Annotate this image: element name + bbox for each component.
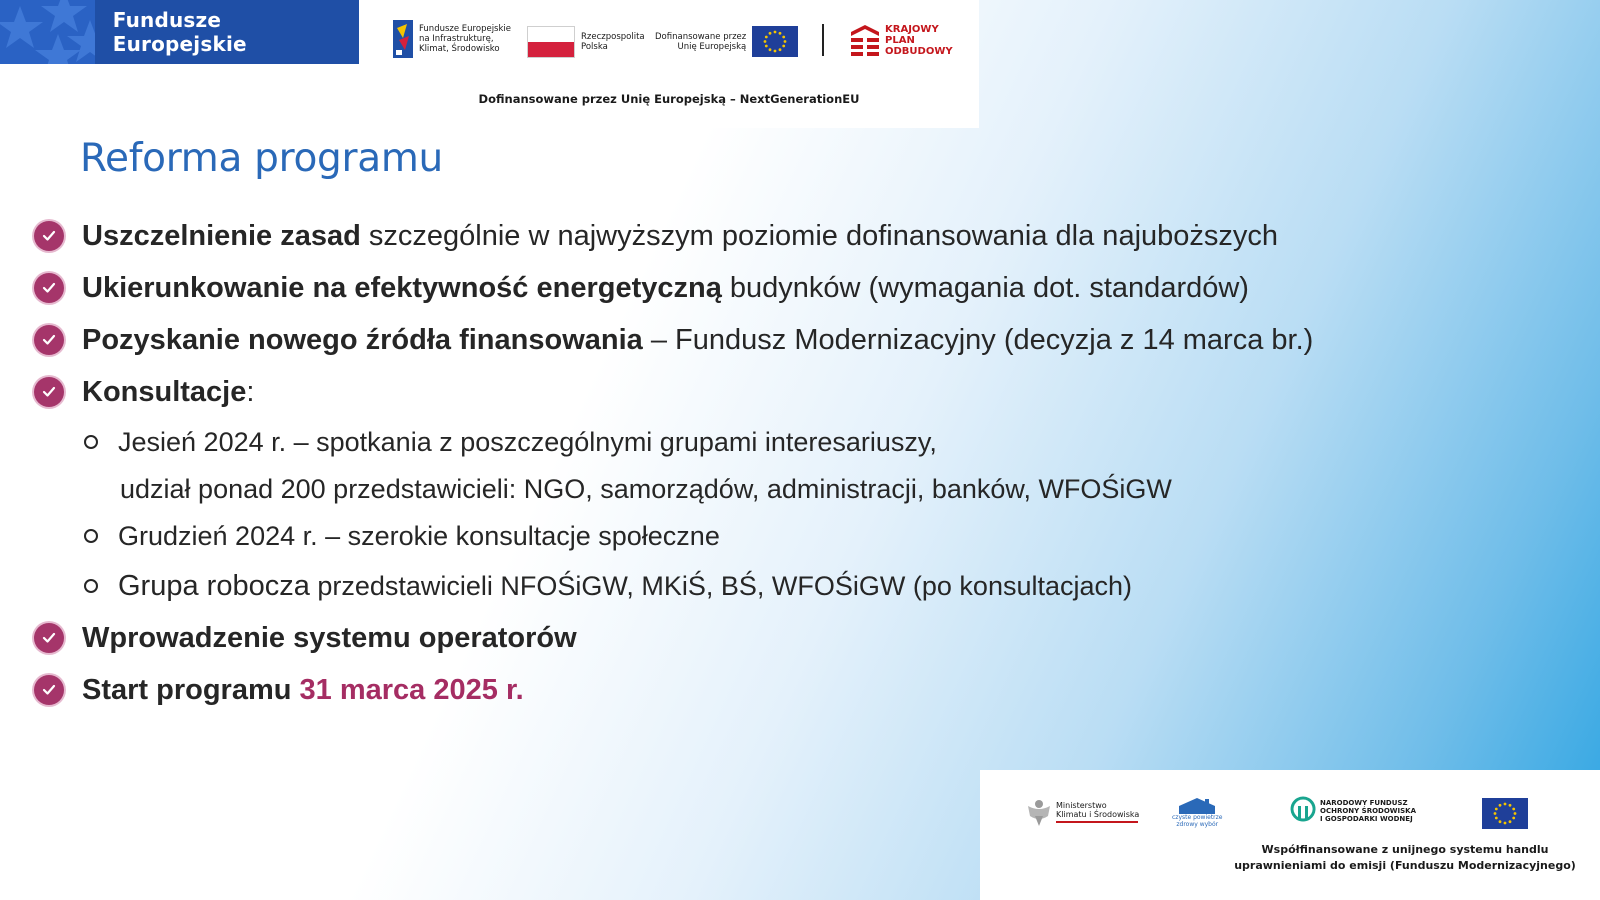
sub-bullet-item [84,516,720,556]
kpo-logo-text: KRAJOWY PLAN ODBUDOWY [885,24,953,57]
house-icon [1175,798,1219,814]
mkis-red-line [1056,821,1138,823]
mkis-logo [1026,798,1139,826]
bullet-text: – Fundusz Modernizacyjny (decyzja z 14 marca br.) [642,323,1314,356]
kpo-emblem-icon [851,25,879,57]
poland-logo-text: Rzeczpospolita Polska [581,32,645,52]
bullet-item [34,268,1249,308]
eu-flag-icon [752,26,798,57]
sub-bullet-text: Jesień 2024 r. – spotkania z poszczególnymi grupami interesariuszy, [118,426,937,457]
sub-bullet-text: Grudzień 2024 r. – szerokie konsultacje społeczne [118,520,720,551]
sub-bullet-item [84,422,937,462]
start-date-text: 31 marca 2025 r. [291,673,524,706]
ring-icon [84,435,98,449]
bullet-item [34,670,524,710]
bullet-bold-text: Konsultacje [82,375,247,408]
ring-icon [84,579,98,593]
bullet-item [34,320,1313,360]
feniks-logo [393,20,511,58]
eagle-emblem-icon [1026,798,1052,826]
sub-bullet-continuation: udział ponad 200 przedstawicieli: NGO, samorządów, administracji, banków, WFOŚiGW [120,473,1172,504]
fundusze-europejskie-badge [0,0,359,64]
ring-icon [84,529,98,543]
footer-logo-box [980,770,1600,900]
eu-cofunded-logo [655,26,798,57]
bullet-text: szczególnie w najwyższym poziomie dofinansowania dla najuboższych [360,219,1279,252]
nfosigw-emblem-icon [1290,796,1316,826]
check-circle-icon [34,377,64,407]
feniks-emblem-icon [393,20,413,58]
bullet-text: budynków (wymagania dot. standardów) [721,271,1249,304]
bullet-item [34,216,1278,256]
bullet-item [34,618,577,658]
nfosigw-logo [1290,796,1416,826]
eu-footer-logo [1482,798,1528,829]
funding-logo-strip [359,0,979,128]
eu-stars-icon [0,0,95,64]
check-circle-icon [34,221,64,251]
feniks-logo-text: Fundusze Europejskie na Infrastrukturę, Klimat, Środowisko [419,24,511,54]
bullet-bold-text: Ukierunkowanie na efektywność energetyczną [82,271,722,304]
eu-flag-icon [1482,798,1528,829]
eu-logo-text: Dofinansowane przez Unię Europejską [655,31,747,52]
sub-bullet-text: przedstawicieli NFOŚiGW, MKiŚ, BŚ, WFOŚiGW (po konsultacjach) [309,570,1133,601]
bullet-bold-text: Wprowadzenie systemu operatorów [82,621,577,654]
fe-badge-label: Fundusze Europejskie [112,8,247,56]
nfosigw-logo-text: NARODOWY FUNDUSZ OCHRONY ŚRODOWISKA I GOSPODARKI WODNEJ [1320,799,1417,823]
check-circle-icon [34,623,64,653]
rzeczpospolita-polska-logo [527,26,645,58]
bullet-bold-text: Pozyskanie nowego źródła finansowania [82,323,643,356]
bullet-text: : [246,375,255,408]
czyste-powietrze-text: czyste powietrze zdrowy wybór [1172,814,1223,828]
check-circle-icon [34,675,64,705]
logo-separator [822,24,824,56]
sub-bullet-item [84,566,1132,606]
kpo-logo [851,24,953,57]
poland-flag-icon [527,26,575,58]
check-circle-icon [34,325,64,355]
czyste-powietrze-logo [1172,798,1222,828]
check-circle-icon [34,273,64,303]
footer-caption: Współfinansowane z unijnego systemu handlu uprawnieniami do emisji (Funduszu Modernizacyjnego) [1234,843,1576,872]
funding-caption: Dofinansowane przez Unię Europejską – NextGenerationEU [478,92,860,106]
mkis-logo-text: Ministerstwo Klimatu i Środowiska [1056,801,1140,819]
sub-bullet-lead-text: Grupa robocza [118,569,310,602]
page-title: Reforma programu [80,136,443,181]
bullet-item [34,372,254,412]
bullet-bold-text: Uszczelnienie zasad [82,219,361,252]
bullet-bold-text: Start programu [82,673,292,706]
